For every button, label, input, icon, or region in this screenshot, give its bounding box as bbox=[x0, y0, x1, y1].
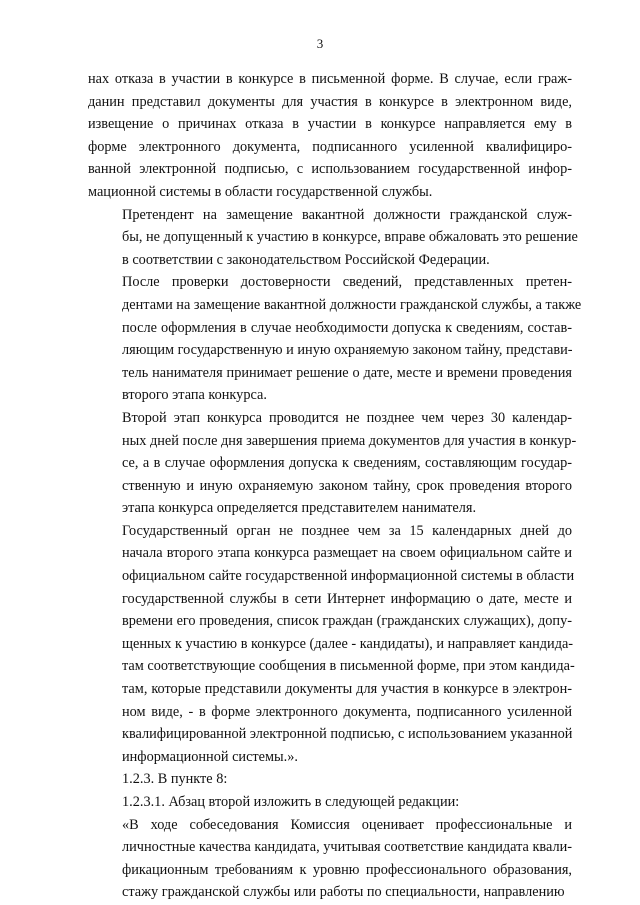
text-line: «В ходе собеседования Комиссия оценивает профессиональные и bbox=[122, 816, 572, 833]
text-line: официальном сайте государственной информационной системы в области bbox=[122, 568, 575, 585]
text-line: 1.2.3. В пункте 8: bbox=[122, 771, 228, 788]
text-line: личностные качества кандидата, учитывая соответствие кандидата квали- bbox=[122, 839, 572, 856]
text-line: там соответствующие сообщения в письменной форме, при этом кандида- bbox=[122, 658, 575, 675]
text-line: бы, не допущенный к участию в конкурсе, вправе обжаловать это решение bbox=[122, 229, 578, 246]
text-line: квалифицированной электронной подписью, с использованием указанной bbox=[122, 726, 573, 743]
paragraph bbox=[88, 407, 577, 520]
paragraph bbox=[88, 768, 572, 791]
paragraph bbox=[88, 814, 572, 904]
text-line: Государственный орган не позднее чем за 15 календарных дней до bbox=[122, 522, 572, 539]
text-line: извещение о причинах отказа в участии в конкурсе направляется ему в bbox=[88, 116, 572, 133]
text-line: ственную и иную охраняемую законом тайну, срок проведения второго bbox=[122, 477, 572, 494]
text-line: стажу гражданской службы или работы по специальности, направлению bbox=[122, 884, 565, 901]
page-number: 3 bbox=[316, 36, 324, 51]
text-line: данин представил документы для участия в конкурсе в электронном виде, bbox=[88, 93, 572, 110]
text-line: ных дней после дня завершения приема документов для участия в конкур- bbox=[122, 432, 577, 449]
text-line: тель нанимателя принимает решение о дате, месте и времени проведения bbox=[122, 364, 572, 381]
paragraph bbox=[88, 204, 578, 272]
paragraph bbox=[88, 68, 572, 204]
text-line: в соответствии с законодательством Российской Федерации. bbox=[122, 251, 490, 268]
text-line: щенных к участию в конкурсе (далее - кандидаты), и направляет кандида- bbox=[122, 635, 574, 652]
text-line: Претендент на замещение вакантной должности гражданской служ- bbox=[122, 206, 572, 223]
text-line: государственной службы в сети Интернет информацию о дате, месте и bbox=[122, 590, 572, 607]
text-line: информационной системы.». bbox=[122, 748, 298, 765]
text-line: ванной электронной подписью, с использованием государственной инфор- bbox=[88, 161, 572, 178]
text-line: 1.2.3.1. Абзац второй изложить в следующей редакции: bbox=[122, 794, 460, 810]
text-line: второго этапа конкурса. bbox=[122, 387, 267, 404]
text-line: После проверки достоверности сведений, представленных претен- bbox=[122, 274, 572, 291]
text-line: фикационным требованиям к уровню профессионального образования, bbox=[122, 861, 572, 878]
text-line: после оформления в случае необходимости допуска к сведениям, состав- bbox=[122, 319, 572, 336]
text-line: мационной системы в области государственной службы. bbox=[88, 183, 433, 200]
text-line: Второй этап конкурса проводится не позднее чем через 30 календар- bbox=[122, 409, 572, 426]
paragraph bbox=[88, 791, 572, 814]
text-line: ляющим государственную и иную охраняемую законом тайну, представи- bbox=[122, 342, 573, 359]
text-line: этапа конкурса определяется представителем нанимателя. bbox=[122, 500, 477, 517]
text-line: времени его проведения, список граждан (гражданских служащих), допу- bbox=[122, 613, 572, 630]
document-body bbox=[88, 68, 582, 904]
text-line: ном виде, - в форме электронного документа, подписанного усиленной bbox=[122, 703, 572, 720]
text-line: дентами на замещение вакантной должности гражданской службы, а также bbox=[122, 296, 582, 313]
text-line: форме электронного документа, подписанного усиленной квалифициро- bbox=[88, 138, 572, 155]
text-line: там, которые представили документы для участия в конкурсе в электрон- bbox=[122, 681, 572, 698]
paragraph bbox=[88, 271, 582, 407]
text-line: нах отказа в участии в конкурсе в письменной форме. В случае, если граж- bbox=[88, 71, 572, 87]
paragraph bbox=[88, 520, 575, 769]
text-line: начала второго этапа конкурса размещает на своем официальном сайте и bbox=[122, 545, 572, 562]
text-line: се, а в случае оформления допуска к сведениям, составляющим государ- bbox=[122, 455, 572, 472]
